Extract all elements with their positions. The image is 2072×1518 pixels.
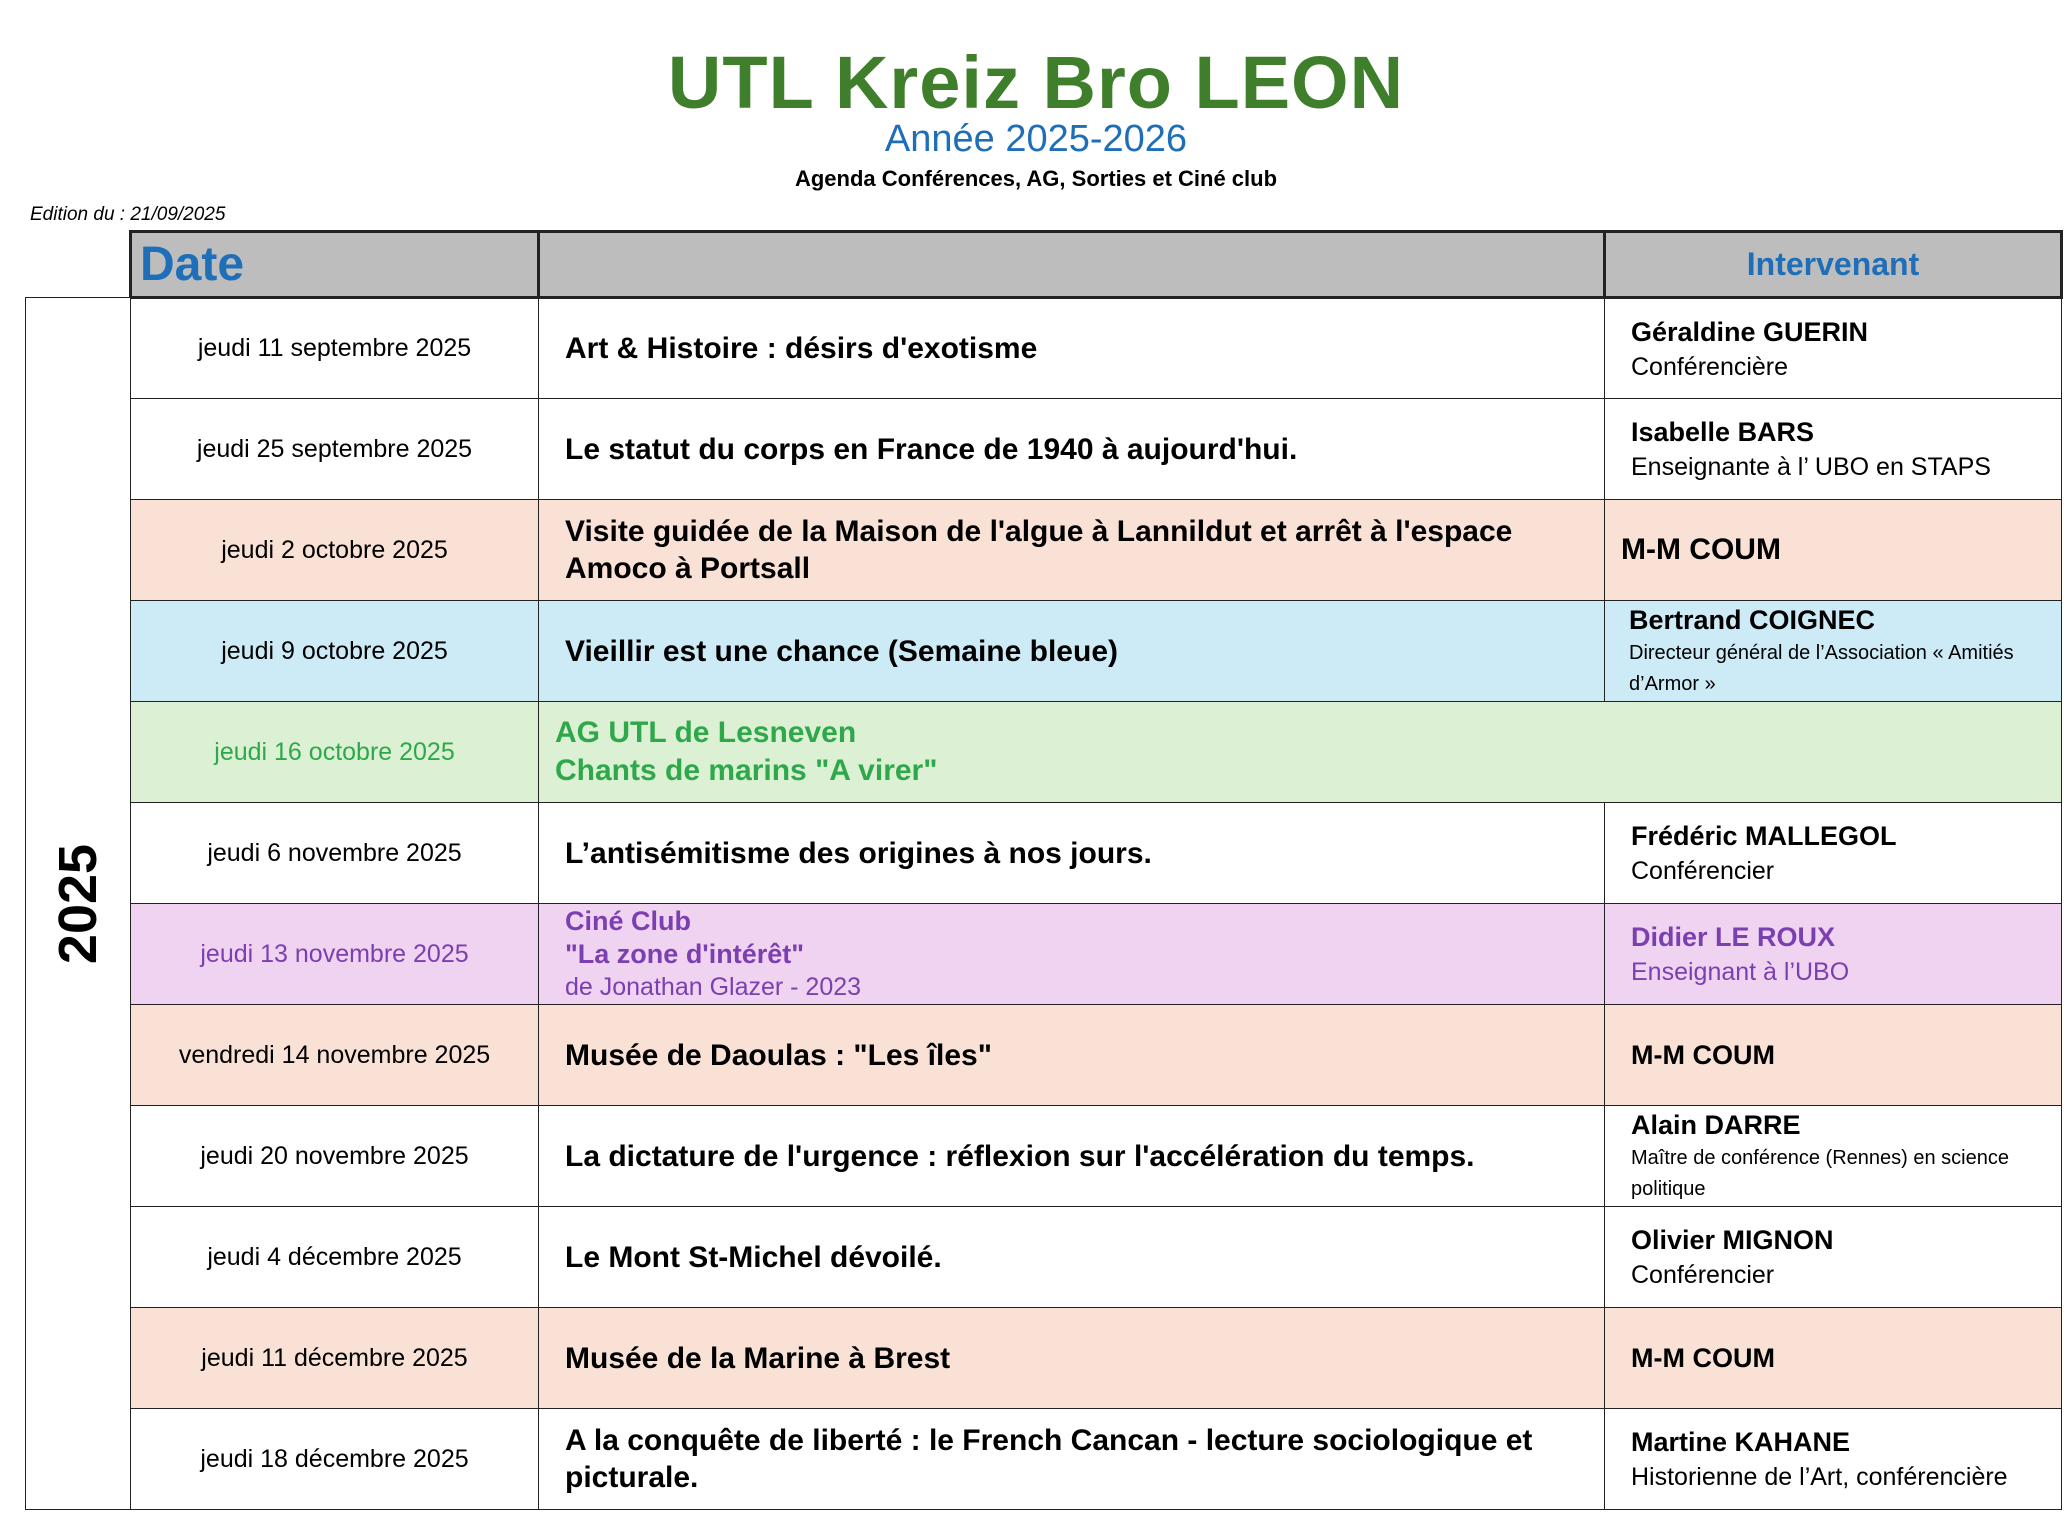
event-speaker [1605,1106,2062,1207]
event-title-line: picturale. [565,1461,699,1494]
event-speaker [1605,904,2062,1005]
event-speaker [1605,399,2062,500]
table-row [26,399,2062,500]
event-date: jeudi 18 décembre 2025 [131,1409,539,1510]
year-label: 2025 [48,843,108,964]
event-speaker [1605,1308,2062,1409]
table-row [26,803,2062,904]
table-row [26,1005,2062,1106]
column-header-title [539,232,1605,298]
speaker-name: Olivier MIGNON [1631,1225,1834,1255]
event-title-line: A la conquête de liberté : le French Cancan - lecture sociologique et [565,1424,1533,1457]
speaker-role: Historienne de l’Art, conférencière [1631,1463,2008,1491]
event-speaker [1605,500,2062,601]
event-title-line: Chants de marins "A virer" [555,754,938,787]
event-title [539,1409,1605,1510]
event-date: jeudi 13 novembre 2025 [131,904,539,1005]
table-header-row [26,232,2062,298]
event-date: jeudi 25 septembre 2025 [131,399,539,500]
speaker-role: Maître de conférence (Rennes) en science politique [1631,1147,2009,1200]
event-title: Musée de la Marine à Brest [539,1308,1605,1409]
event-title-line: Visite guidée de la Maison de l'algue à Lannildut et arrêt à l'espace [565,515,1513,548]
event-title [539,904,1605,1005]
speaker-name: M-M COUM [1621,533,1781,566]
speaker-name: Didier LE ROUX [1631,922,1836,952]
event-speaker [1605,1207,2062,1308]
speaker-name: Bertrand COIGNEC [1629,605,1876,635]
table-row [26,904,2062,1005]
event-date: jeudi 11 septembre 2025 [131,298,539,399]
event-title: Musée de Daoulas : "Les îles" [539,1005,1605,1106]
event-speaker [1605,1409,2062,1510]
event-date: jeudi 9 octobre 2025 [131,601,539,702]
event-title: L’antisémitisme des origines à nos jours. [539,803,1605,904]
event-title-line: "La zone d'intérêt" [565,938,805,969]
speaker-name: M-M COUM [1631,1040,1775,1070]
table-row [26,1409,2062,1510]
speaker-name: M-M COUM [1631,1343,1775,1373]
event-date: jeudi 11 décembre 2025 [131,1308,539,1409]
event-speaker [1605,803,2062,904]
blank-corner [26,232,131,298]
event-date: jeudi 2 octobre 2025 [131,500,539,601]
table-row [26,1207,2062,1308]
page-title: UTL Kreiz Bro LEON [667,41,1405,124]
event-speaker [1605,298,2062,399]
event-date: jeudi 20 novembre 2025 [131,1106,539,1207]
event-title [539,500,1605,601]
table-row [26,298,2062,399]
column-header-speaker: Intervenant [1605,232,2062,298]
event-title: Le Mont St-Michel dévoilé. [539,1207,1605,1308]
event-date: jeudi 16 octobre 2025 [131,702,539,803]
speaker-name: Martine KAHANE [1631,1427,1851,1457]
table-row [26,1308,2062,1409]
event-title-line: AG UTL de Lesneven [555,716,857,749]
speaker-name: Frédéric MALLEGOL [1631,821,1897,851]
speaker-role: Enseignant à l’UBO [1631,958,1850,986]
event-title-line: Ciné Club [565,905,691,936]
event-date: jeudi 4 décembre 2025 [131,1207,539,1308]
event-date: vendredi 14 novembre 2025 [131,1005,539,1106]
speaker-name: Géraldine GUERIN [1631,316,1869,347]
table-row [26,500,2062,601]
speaker-role: Conférencière [1631,352,1789,381]
speaker-name: Isabelle BARS [1631,417,1815,447]
event-title-line: Amoco à Portsall [565,552,811,585]
page-subtitle: Agenda Conférences, AG, Sorties et Ciné club [794,166,1278,191]
speaker-role: Directeur général de l’Association « Amitiés d’Armor » [1629,642,2014,695]
event-title [539,702,2062,803]
column-header-date: Date [131,232,539,298]
event-date: jeudi 6 novembre 2025 [131,803,539,904]
event-speaker [1605,601,2062,702]
event-title: Le statut du corps en France de 1940 à aujourd'hui. [539,399,1605,500]
event-title-line: de Jonathan Glazer - 2023 [565,972,862,1001]
year-column [26,298,131,1510]
speaker-role: Conférencier [1631,857,1775,885]
table-row [26,601,2062,702]
academic-year: Année 2025-2026 [884,118,1188,160]
table-row [26,702,2062,803]
table-row [26,1106,2062,1207]
agenda-table [25,230,2063,1510]
event-title: Art & Histoire : désirs d'exotisme [539,298,1605,399]
speaker-role: Conférencier [1631,1261,1775,1289]
event-speaker [1605,1005,2062,1106]
event-title: Vieillir est une chance (Semaine bleue) [539,601,1605,702]
speaker-name: Alain DARRE [1631,1110,1801,1140]
event-title: La dictature de l'urgence : réflexion sur l'accélération du temps. [539,1106,1605,1207]
speaker-role: Enseignante à l’ UBO en STAPS [1631,453,1991,481]
edition-date: Edition du : 21/09/2025 [30,204,226,225]
